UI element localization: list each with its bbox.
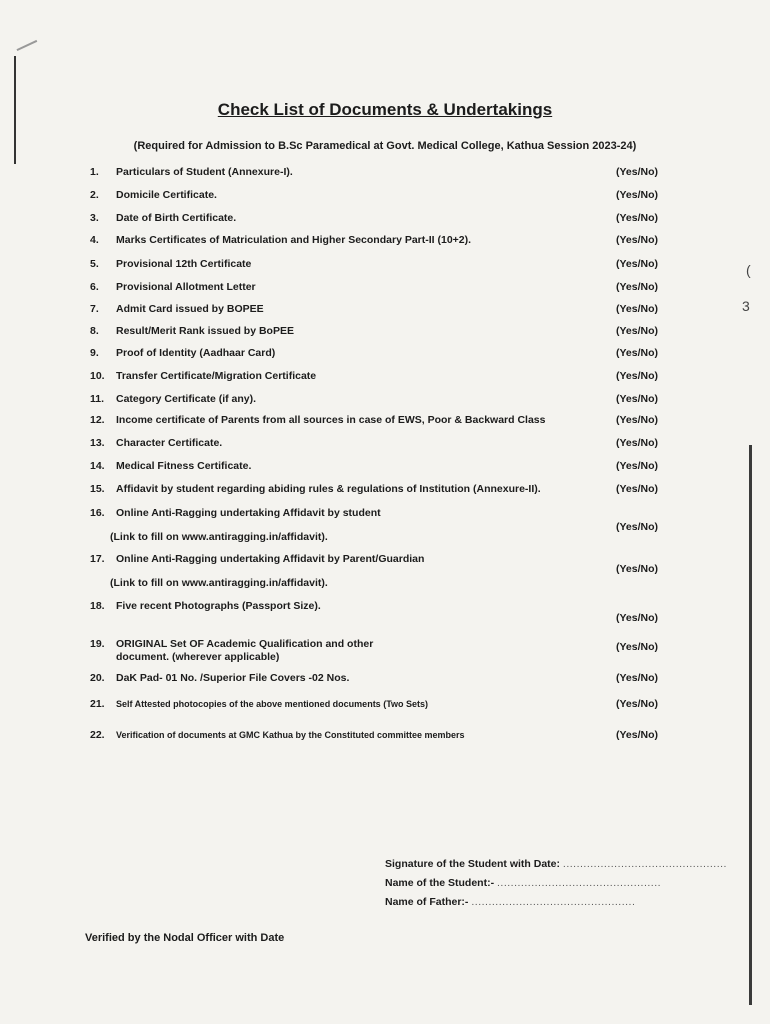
item-number: 17. [90, 553, 105, 565]
item-text: Income certificate of Parents from all sources in case of EWS, Poor & Backward Class [116, 414, 546, 426]
father-dots: ................................................ [471, 896, 636, 908]
item-number: 20. [90, 672, 105, 684]
item-answer: (Yes/No) [616, 258, 659, 270]
margin-mark: ( [746, 262, 751, 278]
item-answer: (Yes/No) [616, 325, 659, 337]
item-number: 7. [90, 303, 99, 315]
right-scan-edge [749, 445, 752, 1005]
student-name-label: Name of the Student:- [385, 877, 495, 889]
item-subtext: (Link to fill on www.antiragging.in/affidavit). [110, 531, 328, 543]
item-text: Marks Certificates of Matriculation and Higher Secondary Part-II (10+2). [116, 234, 472, 246]
item-number: 15. [90, 483, 105, 495]
item-number: 13. [90, 437, 105, 449]
item-answer: (Yes/No) [616, 414, 659, 426]
item-number: 9. [90, 347, 99, 359]
item-text: Domicile Certificate. [116, 189, 217, 201]
item-answer: (Yes/No) [616, 612, 659, 624]
item-text: Provisional Allotment Letter [116, 281, 256, 293]
item-answer: (Yes/No) [616, 698, 659, 710]
item-answer: (Yes/No) [616, 393, 659, 405]
item-text: Admit Card issued by BOPEE [116, 303, 264, 315]
item-number: 8. [90, 325, 99, 337]
item-text: Affidavit by student regarding abiding rules & regulations of Institution (Annexure-II). [116, 483, 541, 495]
student-signature-line [385, 858, 727, 870]
page-title: Check List of Documents & Undertakings [217, 100, 553, 119]
item-text: DaK Pad- 01 No. /Superior File Covers -02 Nos. [116, 672, 350, 684]
item-answer: (Yes/No) [616, 672, 659, 684]
item-text: Transfer Certificate/Migration Certificate [116, 370, 317, 382]
item-subtext: (Link to fill on www.antiragging.in/affidavit). [110, 577, 328, 589]
item-text: Character Certificate. [116, 437, 223, 449]
page-subtitle: (Required for Admission to B.Sc Paramedical at Govt. Medical College, Kathua Session 2023-24) [133, 140, 637, 152]
item-answer: (Yes/No) [616, 281, 659, 293]
item-number: 22. [90, 729, 105, 741]
item-answer: (Yes/No) [616, 370, 659, 382]
item-text: Proof of Identity (Aadhaar Card) [116, 347, 276, 359]
item-text: Medical Fitness Certificate. [116, 460, 252, 472]
item-number: 1. [90, 166, 99, 178]
item-number: 3. [90, 212, 99, 224]
item-number: 14. [90, 460, 105, 472]
item-number: 19. [90, 638, 105, 650]
item-answer: (Yes/No) [616, 460, 659, 472]
item-answer: (Yes/No) [616, 437, 659, 449]
signature-dots: ................................................ [562, 858, 727, 870]
item-text: Verification of documents at GMC Kathua by the Constituted committee members [116, 730, 465, 740]
item-number: 11. [90, 393, 105, 405]
father-name-line [385, 896, 635, 908]
margin-mark: 3 [742, 298, 750, 314]
item-number: 2. [90, 189, 99, 201]
item-answer: (Yes/No) [616, 303, 659, 315]
item-answer: (Yes/No) [616, 189, 659, 201]
item-number: 18. [90, 600, 105, 612]
item-number: 6. [90, 281, 99, 293]
item-text: Self Attested photocopies of the above mentioned documents (Two Sets) [116, 699, 429, 709]
item-text: Date of Birth Certificate. [116, 212, 237, 224]
item-text: Provisional 12th Certificate [116, 258, 252, 270]
item-answer: (Yes/No) [616, 563, 659, 575]
student-name-line [385, 877, 661, 889]
item-text: Result/Merit Rank issued by BoPEE [116, 325, 294, 337]
item-answer: (Yes/No) [616, 483, 659, 495]
item-text: Five recent Photographs (Passport Size). [116, 600, 321, 612]
item-number: 21. [90, 698, 105, 710]
item-answer: (Yes/No) [616, 234, 659, 246]
item-answer: (Yes/No) [616, 521, 659, 533]
name-dots: ................................................ [497, 877, 662, 889]
item-text: ORIGINAL Set OF Academic Qualification and other [116, 638, 374, 650]
item-text: Particulars of Student (Annexure-I). [116, 166, 293, 178]
item-number: 4. [90, 234, 99, 246]
item-answer: (Yes/No) [616, 347, 659, 359]
item-answer: (Yes/No) [616, 166, 659, 178]
corner-scan-mark [16, 40, 41, 60]
item-text: Online Anti-Ragging undertaking Affidavit by Parent/Guardian [116, 553, 425, 565]
item-text: Category Certificate (if any). [116, 393, 257, 405]
item-number: 10. [90, 370, 105, 382]
student-signature-label: Signature of the Student with Date: [385, 858, 560, 870]
item-answer: (Yes/No) [616, 641, 659, 653]
verified-by-nodal-officer: Verified by the Nodal Officer with Date [85, 932, 285, 944]
item-number: 5. [90, 258, 99, 270]
item-answer: (Yes/No) [616, 729, 659, 741]
item-number: 16. [90, 507, 105, 519]
item-subtext: document. (wherever applicable) [116, 651, 280, 663]
item-number: 12. [90, 414, 105, 426]
item-answer: (Yes/No) [616, 212, 659, 224]
item-text: Online Anti-Ragging undertaking Affidavit by student [116, 507, 381, 519]
father-name-label: Name of Father:- [385, 896, 469, 908]
